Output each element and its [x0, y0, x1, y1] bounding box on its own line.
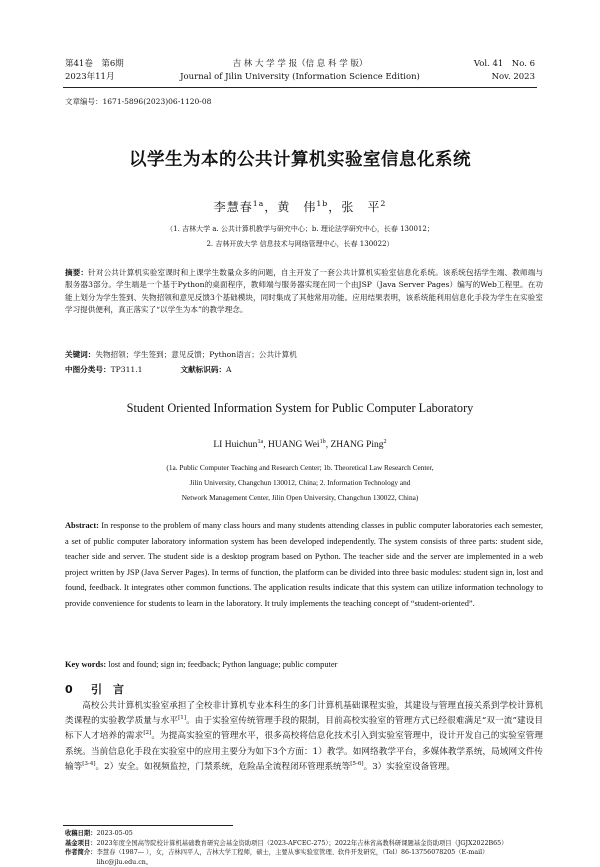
affiliation-line: 2. 吉林开放大学 信息技术与网络管理中心，长春 130022） [206, 240, 394, 248]
header-right [474, 58, 535, 84]
author-2-en: HUANG Wei [268, 440, 320, 450]
affiliation-en-line: Network Management Center, Jilin Open University, Changchun 130022, China) [181, 493, 419, 502]
author-sep: ， [264, 200, 278, 214]
keywords-cn-label: 关键词： [65, 350, 96, 359]
title-en: Student Oriented Information System for Public Computer Laboratory [126, 401, 474, 415]
section-title: 引 言 [91, 683, 124, 696]
keywords-en-label: Key words: [65, 660, 107, 669]
doc-code-label: 文献标识码： [180, 365, 227, 374]
keywords-cn-text: 失物招领；学生签到；意见反馈；Python语言；公共计算机 [95, 350, 297, 359]
citation: [2] [143, 730, 152, 737]
classification [65, 364, 232, 375]
abstract-cn-text: 针对公共计算机实验室课时和上课学生数量众多的问题，自主开发了一套公共计算机实验室信息化系统。该系统包括学生端、教师端与服务器3部分。学生端是一个基于Python的桌面程序，教师端与服务器实现在同一个由JSP（Java Server Pages）编写的Web工程里。在功能上划分为学生签到、失物招领和意见反馈3个基础模块，同时集成了其他常用功能。应用结果表明，该系统能利用信息化手段为学生在实验室学习提供便利，真正落实了“以学生为本”的教学理念。 [65, 268, 543, 314]
footnote-rule [63, 825, 233, 826]
date-en: Nov. 2023 [491, 72, 535, 82]
clc-label: 中图分类号： [65, 365, 111, 374]
keywords-cn [65, 349, 543, 361]
abstract-cn [65, 267, 543, 316]
body-paragraph [65, 699, 543, 775]
abstract-en [65, 518, 543, 611]
body-text: 。为提高实验室的管理水平，很多高校将信息化技术引入到实验室管理中，设计开发自己的实验室管理系统。当前信息化手段在实验室中的应用主要分为如下3个方面：1）教学。如网络教学平台，多媒体教学系统，局域网文件传输等 [65, 731, 543, 772]
doc-code: A [226, 365, 232, 374]
author-2: 黄 伟 [277, 200, 317, 214]
header-rule [63, 87, 537, 88]
volume-en: Vol. 41 No. 6 [473, 59, 535, 69]
body-text: 。由于实验室传统管理手段的限制，目前高校实验室的管理方式已经很难满足“双一流”建设目标下人才培养的需求 [65, 716, 543, 742]
author-1-en: LI Huichun [213, 440, 258, 450]
keywords-en [65, 660, 543, 669]
authors-cn [0, 198, 600, 215]
author-sep: ， [328, 200, 342, 214]
affiliation-en-line: (1a. Public Computer Teaching and Research Center; 1b. Theoretical Law Research Center, [166, 463, 434, 472]
author-2-en-sup: 1b [319, 438, 326, 445]
footnote-label: 收稿日期： [65, 830, 97, 837]
authors-en [0, 440, 600, 450]
journal-name-en: Journal of Jilin University (Information Science Edition) [180, 72, 420, 82]
author-3: 张 平 [341, 200, 381, 214]
author-1-sup: 1a [252, 199, 265, 208]
journal-name-cn: 吉 林 大 学 学 报（信 息 科 学 版） [232, 59, 368, 69]
body-text: 。2）安全。如视频监控，门禁系统，危险品全流程闭环管理系统等 [95, 761, 351, 772]
footnote-received [65, 829, 543, 839]
author-3-sup: 2 [380, 199, 387, 208]
title-cn: 以学生为本的公共计算机实验室信息化系统 [129, 150, 471, 170]
header-left [65, 58, 124, 84]
footnote-text: 2023年度全国高等院校计算机基础教育研究会基金资助项目（2023-AFCEC-275）；2022年吉林省高教科研课题基金资助项目（JGJX2022B65） [96, 839, 508, 847]
citation: [1] [178, 715, 186, 722]
affiliation-line: （1. 吉林大学 a. 公共计算机教学与研究中心；b. 理论法学研究中心，长春 130012； [166, 225, 434, 233]
footnote-label: 基金项目： [65, 839, 97, 847]
body-text: 高校公共计算机实验室承担了全校非计算机专业本科生的多门计算机基础课程实验，其建设与管理直接关系到学校计算机类课程的实验教学质量与水平 [65, 701, 543, 727]
citation: [3-4] [82, 760, 96, 767]
abstract-en-text: In response to the problem of many class hours and many students attending classes in public computer laboratories each semester, a set of public computer laboratory information system has been developed independently. The system consists of three parts: student side, teacher side and server. The student side is a desktop program based on Python. The teacher side and the server are implemented in a web project written by JSP (Java Server Pages). In terms of function, the platform can be divided into three basic modules: student sign in, lost and found, feedback. It integrates other common functions. The application results indicate that this system can utilize information technology to provide convenience for students to learn in the laboratory. It truly implements the teaching concept of “student-oriented”. [65, 521, 543, 608]
header-center [150, 58, 450, 84]
body-text: 。3）实验室设备管理。 [363, 761, 455, 772]
affiliation-en-line: Jilin University, Changchun 130012, China; 2. Information Technology and [189, 478, 411, 487]
author-1-en-sup: 1a [257, 438, 264, 445]
footnote-text: 李慧春（1987— ），女，吉林四平人，吉林大学工程师，硕士，主要从事实验室管理、软件开发研究，（Tel）86-13756078205（E-mail）lihc@jlu.edu.cn。 [96, 849, 489, 866]
affiliations-en [0, 460, 600, 505]
section-heading [65, 681, 124, 697]
abstract-en-label: Abstract: [65, 521, 99, 530]
footnotes [65, 829, 543, 867]
footnote-text: 2023-05-05 [96, 830, 133, 837]
date-cn: 2023年11月 [65, 72, 115, 82]
abstract-cn-label: 摘要： [65, 268, 89, 277]
clc-code: TP311.1 [110, 365, 143, 374]
volume-cn: 第41卷 第6期 [65, 59, 124, 69]
author-3-en-sup: 2 [383, 438, 387, 445]
author-2-sup: 1b [316, 199, 329, 208]
footnote-funding [65, 839, 543, 849]
author-sep: , [325, 440, 331, 450]
author-3-en: ZHANG Ping [330, 440, 384, 450]
article-id: 文章编号：1671-5896(2023)06-1120-08 [65, 97, 212, 106]
citation: [5-6] [350, 760, 364, 767]
section-number: 0 [65, 683, 73, 696]
keywords-en-text: lost and found; sign in; feedback; Python language; public computer [106, 660, 338, 669]
author-sep: , [263, 440, 268, 450]
footnote-label: 作者简介： [65, 849, 97, 857]
footnote-author-bio [65, 848, 543, 867]
author-1: 李慧春 [213, 200, 253, 214]
affiliations-cn [0, 222, 600, 252]
